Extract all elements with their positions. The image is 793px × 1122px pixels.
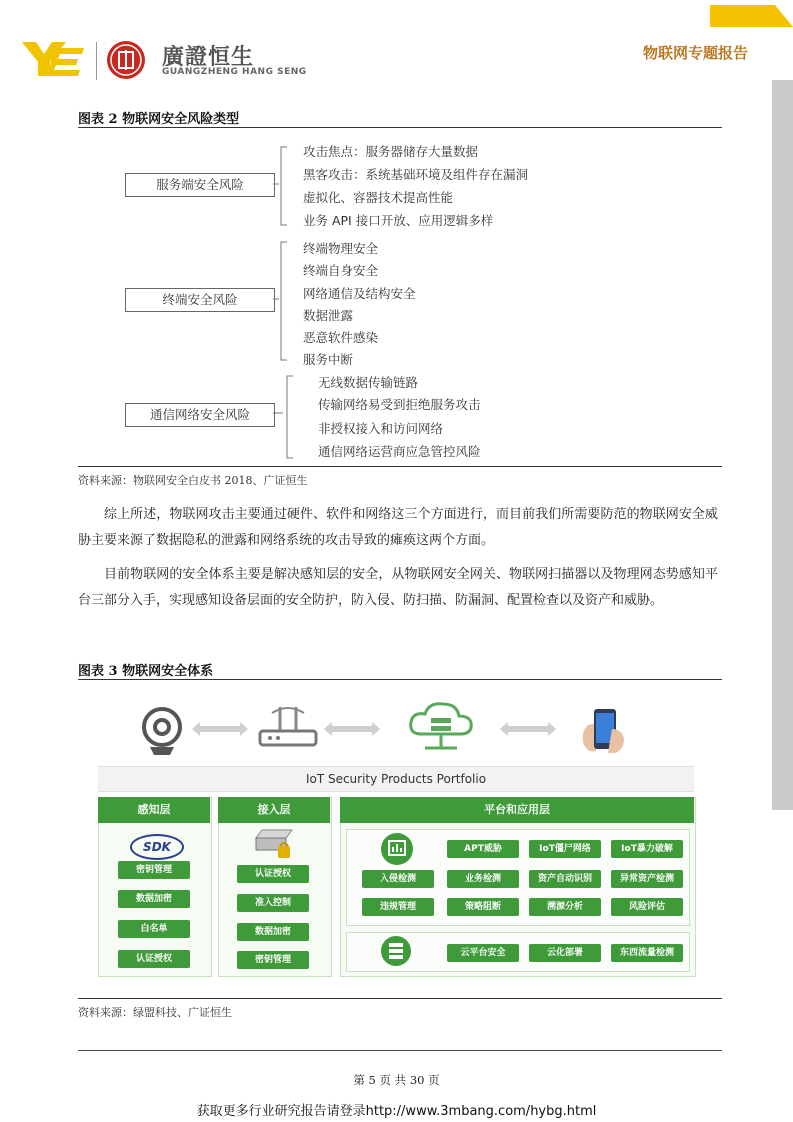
brace-server — [273, 145, 291, 227]
body-paragraph-1: 综上所述，物联网攻击主要通过硬件、软件和网络这三个方面进行，而目前我们所需要防范的物联网安全威胁主要来源了数据隐私的泄露和网络系统的攻击导致的瘫痪这两个方面。 — [78, 507, 718, 548]
platform-item: 风险评估 — [611, 898, 683, 916]
server-item: 业务 API 接口开放、应用逻辑多样 — [303, 213, 494, 228]
platform-item: 策略阻断 — [447, 898, 519, 916]
promo-link[interactable]: 获取更多行业研究报告请登录http://www.3mbang.com/hybg.html — [196, 1104, 597, 1119]
terminal-item: 终端物理安全 — [303, 241, 379, 256]
header-divider — [96, 42, 97, 80]
terminal-item: 终端自身安全 — [303, 263, 379, 278]
platform-item: 业务检测 — [447, 870, 519, 888]
platform-item: APT威胁 — [447, 840, 519, 858]
server-item: 虚拟化、容器技术提高性能 — [303, 190, 454, 205]
figure2-bottom-rule — [78, 466, 722, 467]
figure3-top-rule — [78, 679, 722, 680]
platform-item: 异常资产检测 — [611, 870, 683, 888]
figure2-title: 图表 2 物联网安全风险类型 — [78, 112, 240, 127]
figure2-top-rule — [78, 127, 722, 128]
network-item: 非授权接入和访问网络 — [318, 421, 444, 436]
company-name-en: GUANGZHENG HANG SENG — [162, 67, 307, 77]
company-logo-icon — [22, 40, 84, 78]
figure3-title: 图表 3 物联网安全体系 — [78, 664, 214, 679]
server-item: 攻击焦点：服务器储存大量数据 — [303, 144, 479, 159]
platform-item: 违规管理 — [362, 898, 434, 916]
platform-item: IoT暴力破解 — [611, 840, 683, 858]
report-type-label: 物联网专题报告 — [643, 44, 749, 62]
sense-layer-item: 白名单 — [118, 920, 190, 938]
footer-rule — [78, 1050, 722, 1051]
router-icon — [258, 705, 318, 751]
access-layer-item: 认证授权 — [237, 865, 309, 883]
gateway-device-icon — [252, 828, 296, 862]
access-layer-title: 接入层 — [218, 797, 330, 823]
sense-layer-title: 感知层 — [98, 797, 210, 823]
seal-logo-icon — [106, 40, 146, 80]
header-tab-decoration — [710, 5, 793, 27]
sense-layer-item: 认证授权 — [118, 950, 190, 968]
brace-network — [273, 374, 297, 462]
access-layer-item: 准入控制 — [237, 894, 309, 912]
camera-icon — [138, 705, 186, 757]
sense-layer-item: 密钥管理 — [118, 861, 190, 879]
terminal-item: 网络通信及结构安全 — [303, 286, 416, 301]
sdk-badge: SDK — [130, 834, 184, 860]
platform-item: 溯源分析 — [529, 898, 601, 916]
category-box-server: 服务端安全风险 — [125, 173, 275, 197]
platform-item: 东西流量检测 — [611, 944, 683, 962]
platform-item: 云化部署 — [529, 944, 601, 962]
category-box-terminal: 终端安全风险 — [125, 288, 275, 312]
brace-terminal — [273, 240, 291, 362]
network-item: 传输网络易受到拒绝服务攻击 — [318, 397, 481, 412]
smartphone-icon — [578, 705, 632, 757]
cloud-server-icon — [405, 700, 477, 756]
server-stack-icon — [380, 935, 412, 967]
platform-item: IoT僵尸网络 — [529, 840, 601, 858]
side-decoration-bar — [772, 80, 793, 810]
page-number: 第 5 页 共 30 页 — [353, 1073, 440, 1087]
server-item: 黑客攻击：系统基础环境及组件存在漏洞 — [303, 167, 529, 182]
access-layer-item: 密钥管理 — [237, 951, 309, 969]
access-layer-panel — [218, 797, 332, 977]
platform-item: 入侵检测 — [362, 870, 434, 888]
sense-layer-item: 数据加密 — [118, 890, 190, 908]
access-layer-item: 数据加密 — [237, 923, 309, 941]
network-item: 无线数据传输链路 — [318, 375, 419, 390]
double-arrow-icon — [192, 722, 248, 736]
monitor-chart-icon — [380, 832, 414, 866]
figure3-bottom-rule — [78, 998, 722, 999]
terminal-item: 服务中断 — [303, 352, 354, 367]
double-arrow-icon — [324, 722, 380, 736]
body-paragraph-2: 目前物联网的安全体系主要是解决感知层的安全，从物联网安全网关、物联网扫描器以及物理网态势感知平台三部分入手，实现感知设备层面的安全防护，防入侵、防扫描、防漏洞、配置检查以及资产和威胁。 — [78, 567, 718, 608]
double-arrow-icon — [500, 722, 556, 736]
figure2-source: 资料来源：物联网安全白皮书 2018、广证恒生 — [78, 474, 308, 487]
platform-item: 云平台安全 — [447, 944, 519, 962]
company-name-cn: 廣證恒生 — [162, 44, 255, 70]
terminal-item: 恶意软件感染 — [303, 330, 379, 345]
figure3-source: 资料来源：绿盟科技、广证恒生 — [78, 1006, 232, 1019]
platform-item: 资产自动识别 — [529, 870, 601, 888]
portfolio-title-bar: IoT Security Products Portfolio — [98, 766, 694, 792]
category-box-network: 通信网络安全风险 — [125, 403, 275, 427]
platform-layer-title: 平台和应用层 — [340, 797, 694, 823]
terminal-item: 数据泄露 — [303, 308, 354, 323]
network-item: 通信网络运营商应急管控风险 — [318, 444, 481, 459]
